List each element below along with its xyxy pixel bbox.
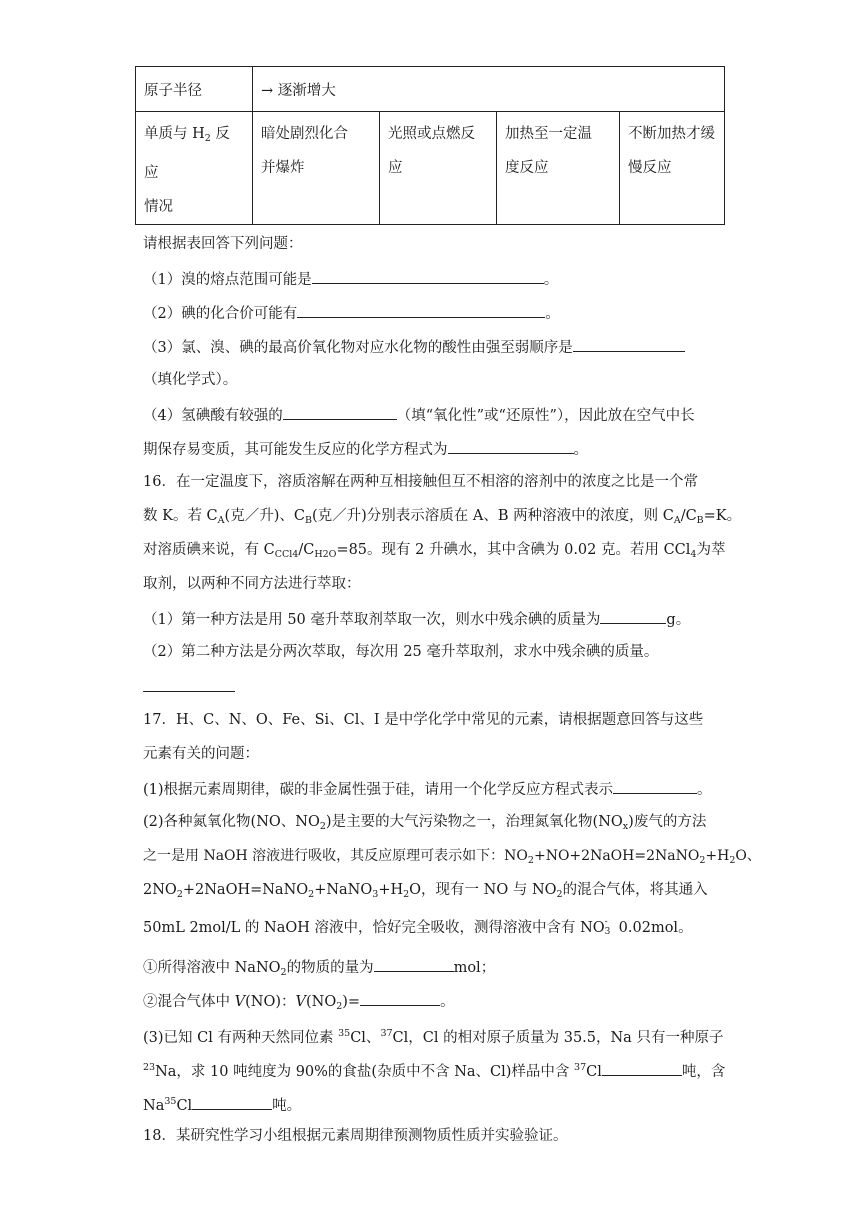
question-17-3: (3)已知 Cl 有两种天然同位素 $^{35}$Cl、$^{37}$Cl，Cl 的相对原子质量为 35.5，Na 只有一种原子 [143, 1028, 724, 1046]
question-15-3: （3）氯、溴、碘的最高价氧化物对应水化物的酸性由强至弱顺序是 [143, 336, 743, 358]
text-line: $2NO_2+2NaOH=NaNO_2+NaNO_3+H_2O$，现有一 NO 与 $NO_2$的混合气体，将其通入 [143, 882, 708, 900]
table-cell: 暗处剧烈化合 并爆炸 [253, 112, 380, 225]
answer-blank[interactable] [602, 1060, 682, 1076]
answer-blank[interactable] [297, 302, 545, 318]
answer-blank[interactable] [312, 268, 544, 284]
table-row [136, 112, 725, 225]
text-line: 元素有关的问题： [143, 746, 259, 762]
table-cell: 加热至一定温 度反应 [497, 112, 620, 225]
text-line: 期保存易变质，其可能发生反应的化学方程式为 。 [143, 438, 743, 460]
question-15-1: （1）溴的熔点范围可能是 。 [143, 268, 743, 290]
table-cell: 光照或点燃反 应 [380, 112, 497, 225]
question-18: 18．某研究性学习小组根据元素周期律预测物质性质并实验验证。 [143, 1128, 568, 1144]
answer-blank[interactable] [374, 956, 454, 972]
answer-blank[interactable] [143, 676, 235, 692]
text-line: 50mL 2mol/L 的 NaOH 溶液中，恰好完全吸收，测得溶液中含有 NO - 3 0.02mol。 [143, 917, 693, 937]
question-15-2: （2）碘的化合价可能有 。 [143, 302, 743, 324]
answer-blank[interactable] [283, 404, 397, 420]
question-15-4: （4）氢碘酸有较强的 （填“氧化性”或“还原性”），因此放在空气中长 [143, 404, 743, 426]
question-16-2: （2）第二种方法是分两次萃取，每次用 25 毫升萃取剂，求水中残余碘的质量。 [143, 644, 659, 660]
question-17-1: (1)根据元素周期律，碳的非金属性强于硅，请用一个化学反应方程式表示 。 [143, 778, 743, 800]
question-16-1: （1）第一种方法是用 50 毫升萃取剂萃取一次，则水中残余碘的质量为 g。 [143, 608, 743, 630]
nitrate-ion-charge: - 3 [604, 917, 611, 937]
text-line: 对溶质碘来说，有 $C_{CCl4}/C_{H2O}=85$。现有 2 升碘水，其中含碘为 0.02 克。若用 CCl$_4$为萃 [143, 542, 726, 560]
table-cell-value: → 逐渐增大 [253, 67, 725, 112]
answer-blank-line [143, 676, 743, 698]
question-17-2: (2)各种氮氧化物(NO、$NO_2$)是主要的大气污染物之一，治理氮氧化物$(NO_x)$废气的方法 [143, 814, 707, 832]
halogen-table [135, 66, 725, 225]
question-17: 17．H、C、N、O、Fe、Si、Cl、I 是中学化学中常见的元素，请根据题意回答与这些 [143, 712, 704, 728]
answer-blank[interactable] [600, 608, 666, 624]
answer-blank[interactable] [573, 336, 685, 352]
text-line: 之一是用 NaOH 溶液进行吸收，其反应原理可表示如下：$NO_2+NO+2NaOH=2NaNO_2+H_2O$、 [143, 848, 761, 866]
answer-blank[interactable] [613, 778, 697, 794]
text-line: Na$^{35}$Cl 吨。 [143, 1096, 302, 1114]
answer-blank[interactable] [360, 990, 440, 1006]
text-line: （填化学式）。 [143, 372, 238, 388]
table-cell-label: 原子半径 [136, 67, 253, 112]
question-17-2-b: ②混合气体中 V(NO)：$V(NO_2)=$ 。 [143, 990, 743, 1017]
text-line: $^{23}$Na，求 10 吨纯度为 90%的食盐(杂质中不含 Na、Cl)样品中含 $^{37}$Cl 吨，含 [143, 1062, 726, 1080]
question-16: 16．在一定温度下，溶质溶解在两种互相接触但互不相溶的溶剂中的浓度之比是一个常 [143, 474, 698, 490]
answer-blank[interactable] [448, 438, 574, 454]
text-line: 数 K。若 $C_A$(克／升)、$C_B$(克／升)分别表示溶质在 A、B 两种溶液中的浓度，则 $C_A/C_B=K$。 [143, 508, 742, 526]
text-line: 取剂，以两种不同方法进行萃取： [143, 576, 361, 592]
table-cell: 不断加热才缓 慢反应 [620, 112, 725, 225]
answer-blank[interactable] [192, 1094, 272, 1110]
question-17-2-a: ①所得溶液中 NaNO$_2$的物质的量为 mol； [143, 956, 743, 983]
table-cell-label: 单质与 $H_2$ 反应 情况 [136, 112, 253, 225]
text-line: 请根据表回答下列问题： [143, 236, 303, 252]
table-row [136, 67, 725, 112]
